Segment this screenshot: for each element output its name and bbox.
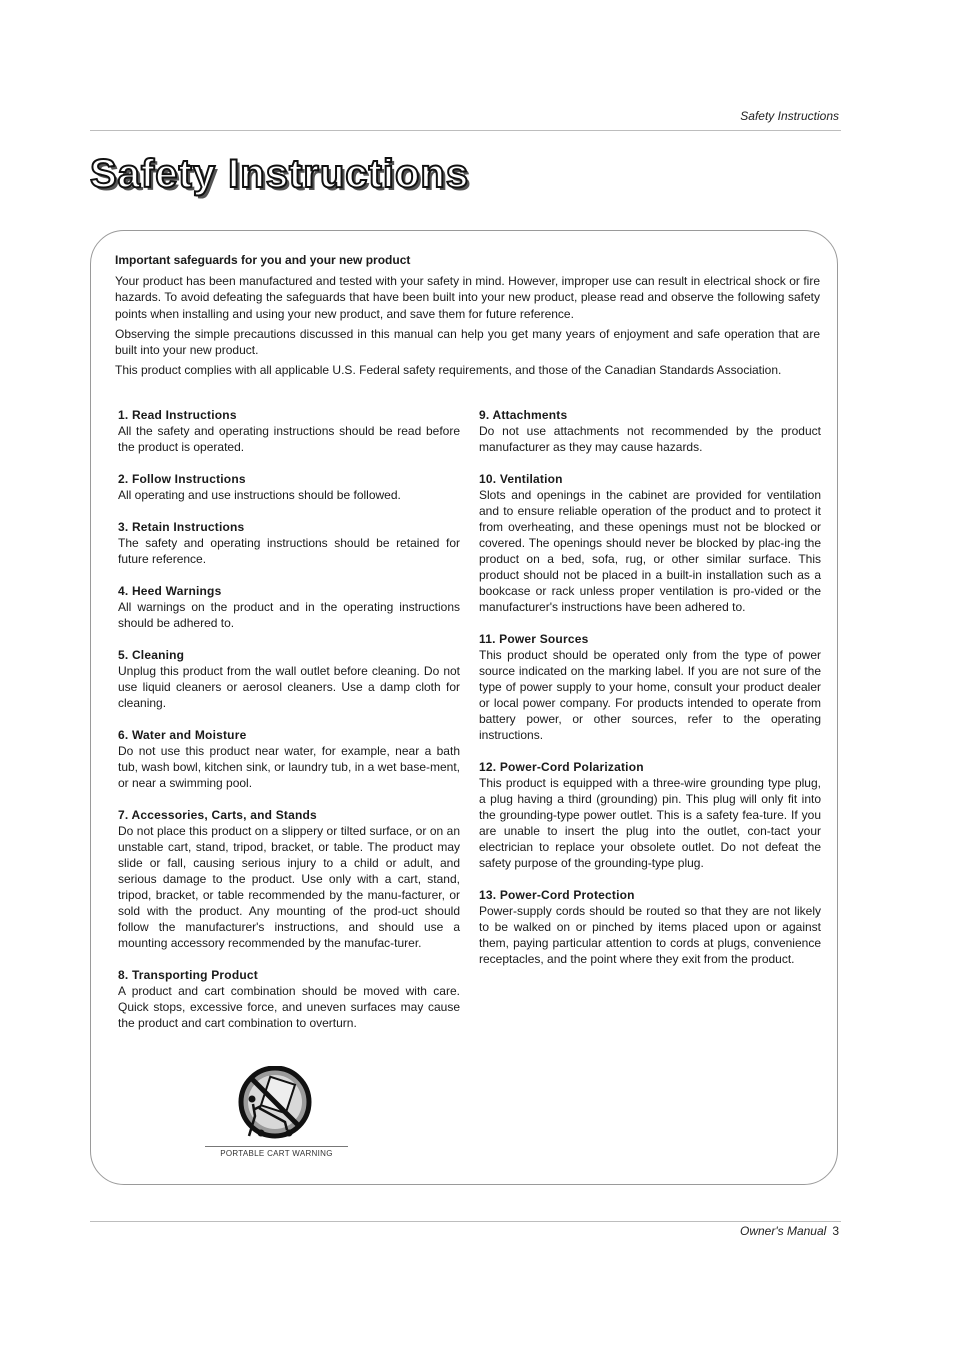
section-body: Do not place this product on a slippery or tilted surface, or on an unstable cart, stand, tripod, bracket, or table. The product may slide or fall, causing serious injury to a child or adult, and serious damage to the product. Use only with a cart, stand, tripod, bracket, or table recommended by the manu-facturer, or sold with the product. Any mounting of the prod-uct should follow the manufacturer's instructions, and should use a mounting accessory recommended by the manufac-turer. [118,824,460,950]
section-cord-protection [479,887,821,967]
section-title: 9. Attachments [479,408,568,422]
cart-warning-caption: PORTABLE CART WARNING [220,1149,333,1158]
section-title: 5. Cleaning [118,648,185,662]
section-transporting [118,967,460,1031]
intro-heading: Important safeguards for you and your new product [115,253,411,267]
section-accessories [118,807,460,951]
section-heed-warnings [118,583,460,631]
section-attachments [479,407,821,455]
section-body: This product is equipped with a three-wire grounding type plug, a plug having a third (grounding) pin. This plug will only fit into the grounding-type power outlet. This is a safety fea-ture. If you are unable to insert the plug into the outlet, con-tact your electrician to replace your obsolete outlet. Do not defeat the safety purpose of the grounding-type plug. [479,776,821,870]
section-body: The safety and operating instructions should be retained for future reference. [118,536,460,566]
section-title: 10. Ventilation [479,472,563,486]
section-read-instructions [118,407,460,455]
section-power-sources [479,631,821,743]
footer-rule [90,1221,841,1222]
intro-paragraph: Your product has been manufactured and tested with your safety in mind. However, improper use can result in electrical shock or fire hazards. To avoid defeating the safeguards that have been built into your new product, please read and observe the following safety points when installing and using your new product, and save them for future reference. [115,274,820,321]
manual-label: Owner's Manual [739,1224,827,1238]
portable-cart-warning-icon [225,1066,325,1144]
section-title: 12. Power-Cord Polarization [479,760,644,774]
section-title: 4. Heed Warnings [118,584,222,598]
section-follow-instructions [118,471,460,503]
section-title: 3. Retain Instructions [118,520,245,534]
section-body: This product should be operated only from the type of power source indicated on the marking label. If you are not sure of the type of power supply to your home, consult your product dealer or local power company. For products intended to operate from battery power, or other sources, refer to the operating instructions. [479,648,821,742]
section-body: All warnings on the product and in the operating instructions should be adhered to. [118,600,460,630]
section-body: Slots and openings in the cabinet are provided for ventilation and to ensure reliable operation of the product and to protect it from overheating, and these openings must not be blocked or covered. The openings should never be blocked by plac-ing the product on a bed, sofa, rug, or other similar surface. This product should not be placed in a built-in installation such as a bookcase or rack unless proper ventilation is pro-vided or the manufacturer's instructions have been adhered to. [479,488,821,614]
section-title: 1. Read Instructions [118,408,237,422]
section-title: 8. Transporting Product [118,968,258,982]
section-body: Do not use this product near water, for example, near a bath tub, wash bowl, kitchen sink, or laundry tub, in a wet base-ment, or near a swimming pool. [118,744,460,790]
intro-block [115,252,820,382]
section-title: 2. Follow Instructions [118,472,246,486]
left-column [118,407,460,1047]
section-cord-polarization [479,759,821,871]
section-cleaning [118,647,460,711]
section-title: 6. Water and Moisture [118,728,247,742]
section-body: A product and cart combination should be moved with care. Quick stops, excessive force, and uneven surfaces may cause the product and cart combination to overturn. [118,984,460,1030]
right-column [479,407,821,983]
section-body: All operating and use instructions should be followed. [118,488,401,502]
section-body: All the safety and operating instructions should be read before the product is operated. [118,424,460,454]
section-ventilation [479,471,821,615]
page-footer [740,1224,839,1238]
intro-paragraph: Observing the simple precautions discussed in this manual can help you get many years of enjoyment and safe operation that are built into your new product. [115,326,820,358]
portable-cart-warning [205,1066,348,1158]
section-title: 13. Power-Cord Protection [479,888,635,902]
running-header: Safety Instructions [740,109,839,123]
section-water-moisture [118,727,460,791]
page-title: Safety Instructions [90,152,470,196]
section-body: Unplug this product from the wall outlet before cleaning. Do not use liquid cleaners or aerosol cleaners. Use a damp cloth for cleaning. [118,664,460,710]
section-title: 7. Accessories, Carts, and Stands [118,808,317,822]
caption-rule [205,1146,348,1147]
section-body: Do not use attachments not recommended by the product manufacturer as they may cause hazards. [479,424,821,454]
section-body: Power-supply cords should be routed so that they are not likely to be walked on or pinched by items placed upon or against them, paying particular attention to cords at plugs, convenience receptacles, and the point where they exit from the product. [479,904,821,966]
header-rule [90,130,841,131]
section-title: 11. Power Sources [479,632,589,646]
section-retain-instructions [118,519,460,567]
intro-paragraph: This product complies with all applicable U.S. Federal safety requirements, and those of the Canadian Standards Association. [115,363,782,378]
page-number: 3 [832,1224,839,1238]
